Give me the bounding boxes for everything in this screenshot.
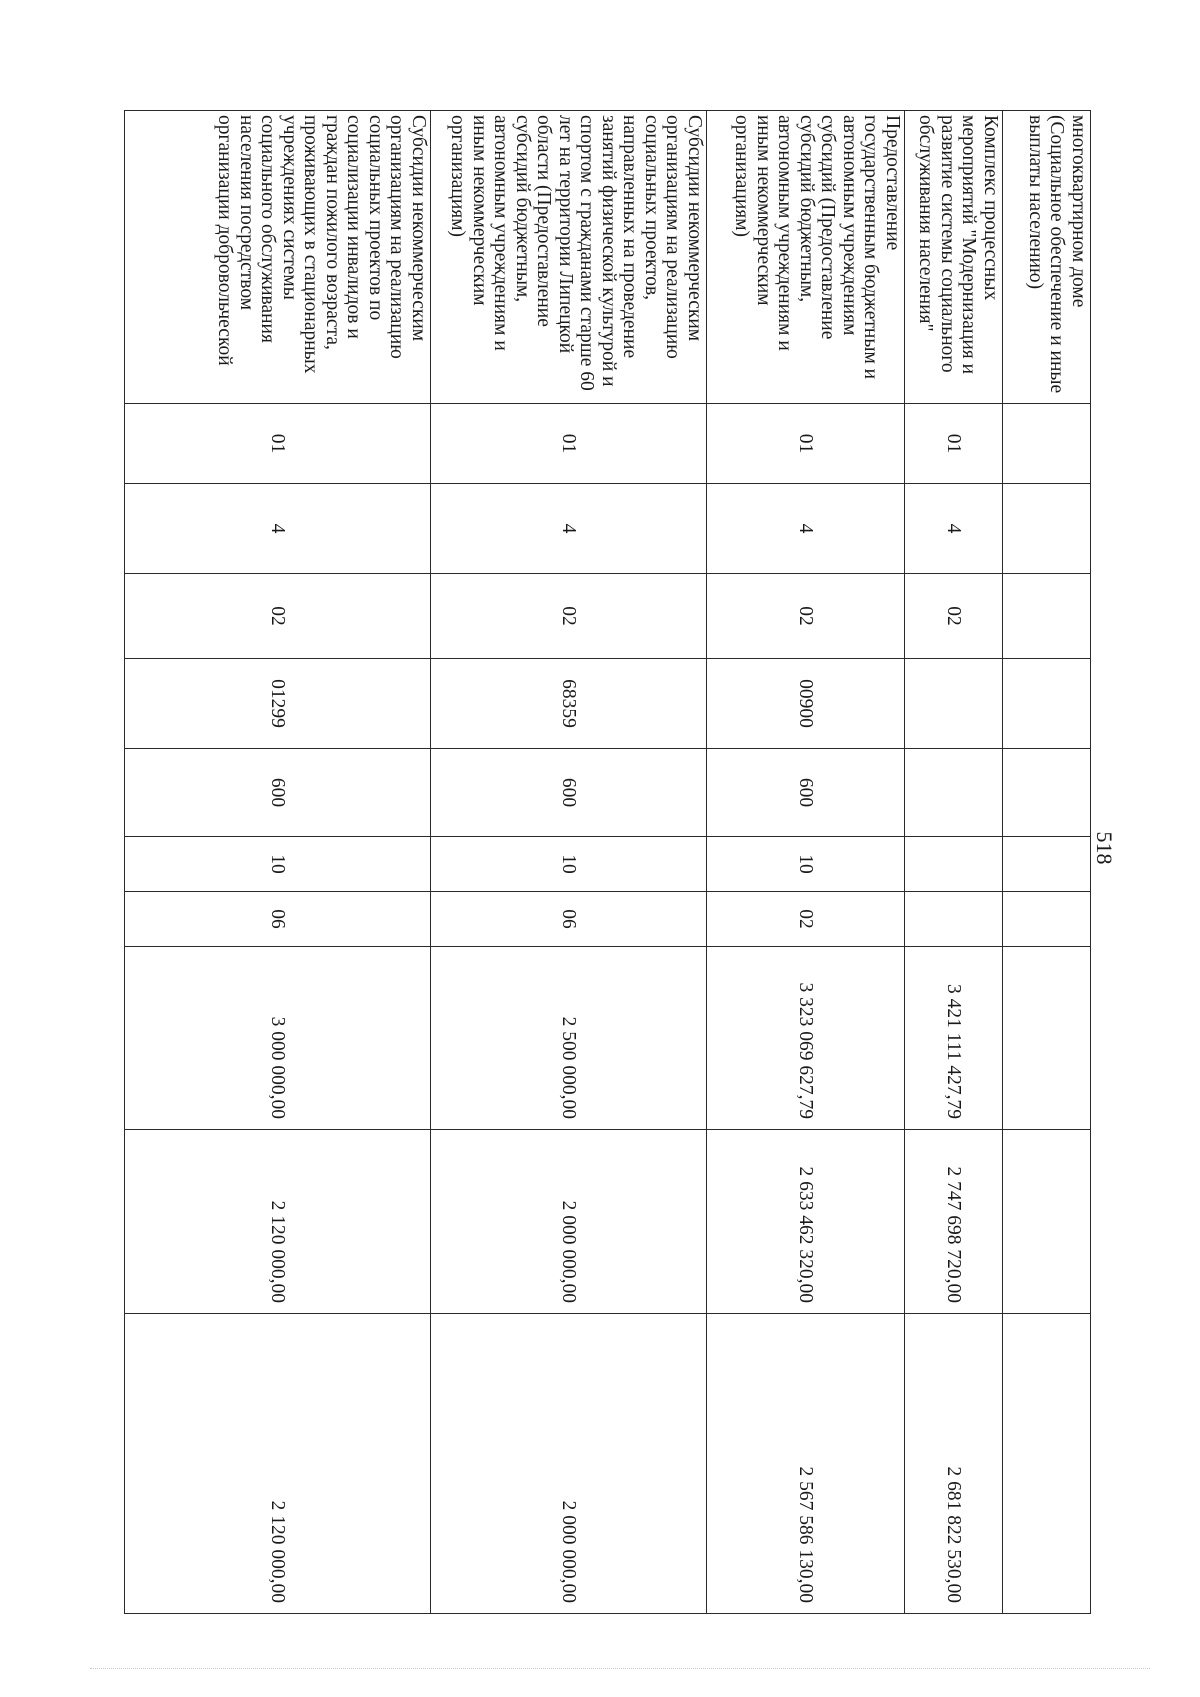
code-cell-c3 (1003, 574, 1091, 659)
code-cell-c5: 600 (125, 749, 431, 837)
code-cell-c1: 01 (431, 404, 707, 484)
code-cell-c4: 00900 (707, 659, 905, 749)
amount-cell-v1: 3 421 111 427,79 (905, 947, 1003, 1130)
amount-cell-v2: 2 633 462 320,00 (707, 1130, 905, 1314)
code-cell-c2: 4 (431, 484, 707, 574)
code-cell-c5: 600 (707, 749, 905, 837)
amount-cell-v1: 3 323 069 627,79 (707, 947, 905, 1130)
code-cell-c7: 06 (125, 892, 431, 947)
row-name-cell: многоквартирном доме (Социальное обеспечение и иные выплаты населению) (1003, 111, 1091, 404)
code-cell-c7 (1003, 892, 1091, 947)
amount-cell-v2: 2 000 000,00 (431, 1130, 707, 1314)
code-cell-c2: 4 (125, 484, 431, 574)
table-row (125, 111, 431, 1614)
code-cell-c1: 01 (125, 404, 431, 484)
amount-cell-v1: 2 500 000,00 (431, 947, 707, 1130)
table-row (905, 111, 1003, 1614)
code-cell-c5 (905, 749, 1003, 837)
code-cell-c3: 02 (707, 574, 905, 659)
code-cell-c2 (1003, 484, 1091, 574)
page-number: 518 (1092, 831, 1117, 865)
code-cell-c3: 02 (431, 574, 707, 659)
code-cell-c4: 01299 (125, 659, 431, 749)
amount-cell-v1: 3 000 000,00 (125, 947, 431, 1130)
amount-cell-v2: 2 747 698 720,00 (905, 1130, 1003, 1314)
row-name-cell: Субсидии некоммерческим организациям на реализацию социальных проектов по социализации инвалидов и граждан пожилого возраста, проживающих в стационарных учреждениях системы социального обслуживания населения посредством организации добровольческой (125, 111, 431, 404)
code-cell-c6: 10 (431, 837, 707, 892)
rotated-table-container (125, 110, 1091, 1613)
code-cell-c4 (1003, 659, 1091, 749)
code-cell-c5 (1003, 749, 1091, 837)
table-row (707, 111, 905, 1614)
amount-cell-v1 (1003, 947, 1091, 1130)
amount-cell-v2: 2 120 000,00 (125, 1130, 431, 1314)
code-cell-c1 (1003, 404, 1091, 484)
table-row (431, 111, 707, 1614)
amount-cell-v3 (1003, 1314, 1091, 1614)
code-cell-c5: 600 (431, 749, 707, 837)
amount-cell-v3: 2 681 822 530,00 (905, 1314, 1003, 1614)
table-row (1003, 111, 1091, 1614)
budget-table (124, 110, 1091, 1614)
code-cell-c4 (905, 659, 1003, 749)
code-cell-c3: 02 (125, 574, 431, 659)
code-cell-c6: 10 (125, 837, 431, 892)
amount-cell-v3: 2 000 000,00 (431, 1314, 707, 1614)
code-cell-c1: 01 (905, 404, 1003, 484)
amount-cell-v3: 2 567 586 130,00 (707, 1314, 905, 1614)
amount-cell-v3: 2 120 000,00 (125, 1314, 431, 1614)
code-cell-c7: 06 (431, 892, 707, 947)
row-name-cell: Предоставление государственным бюджетным и автономным учреждениям субсидий (Предоставление субсидий бюджетным, автономным учреждениям и иным некоммерческим организациям) (707, 111, 905, 404)
code-cell-c6 (1003, 837, 1091, 892)
code-cell-c2: 4 (905, 484, 1003, 574)
row-name-cell: Комплекс процессных мероприятий "Модернизация и развитие системы социального обслуживания населения" (905, 111, 1003, 404)
code-cell-c6: 10 (707, 837, 905, 892)
code-cell-c4: 68359 (431, 659, 707, 749)
code-cell-c6 (905, 837, 1003, 892)
code-cell-c7: 02 (707, 892, 905, 947)
row-name-cell: Субсидии некоммерческим организациям на реализацию социальных проектов, направленных на проведение занятий физической культурой и спортом с гражданами старше 60 лет на территории Липецкой области (Предоставление субсидий бюджетным, автономным учреждениям и иным некоммерческим организациям) (431, 111, 707, 404)
code-cell-c1: 01 (707, 404, 905, 484)
amount-cell-v2 (1003, 1130, 1091, 1314)
scan-edge-marks (90, 1668, 1150, 1671)
code-cell-c3: 02 (905, 574, 1003, 659)
code-cell-c2: 4 (707, 484, 905, 574)
code-cell-c7 (905, 892, 1003, 947)
